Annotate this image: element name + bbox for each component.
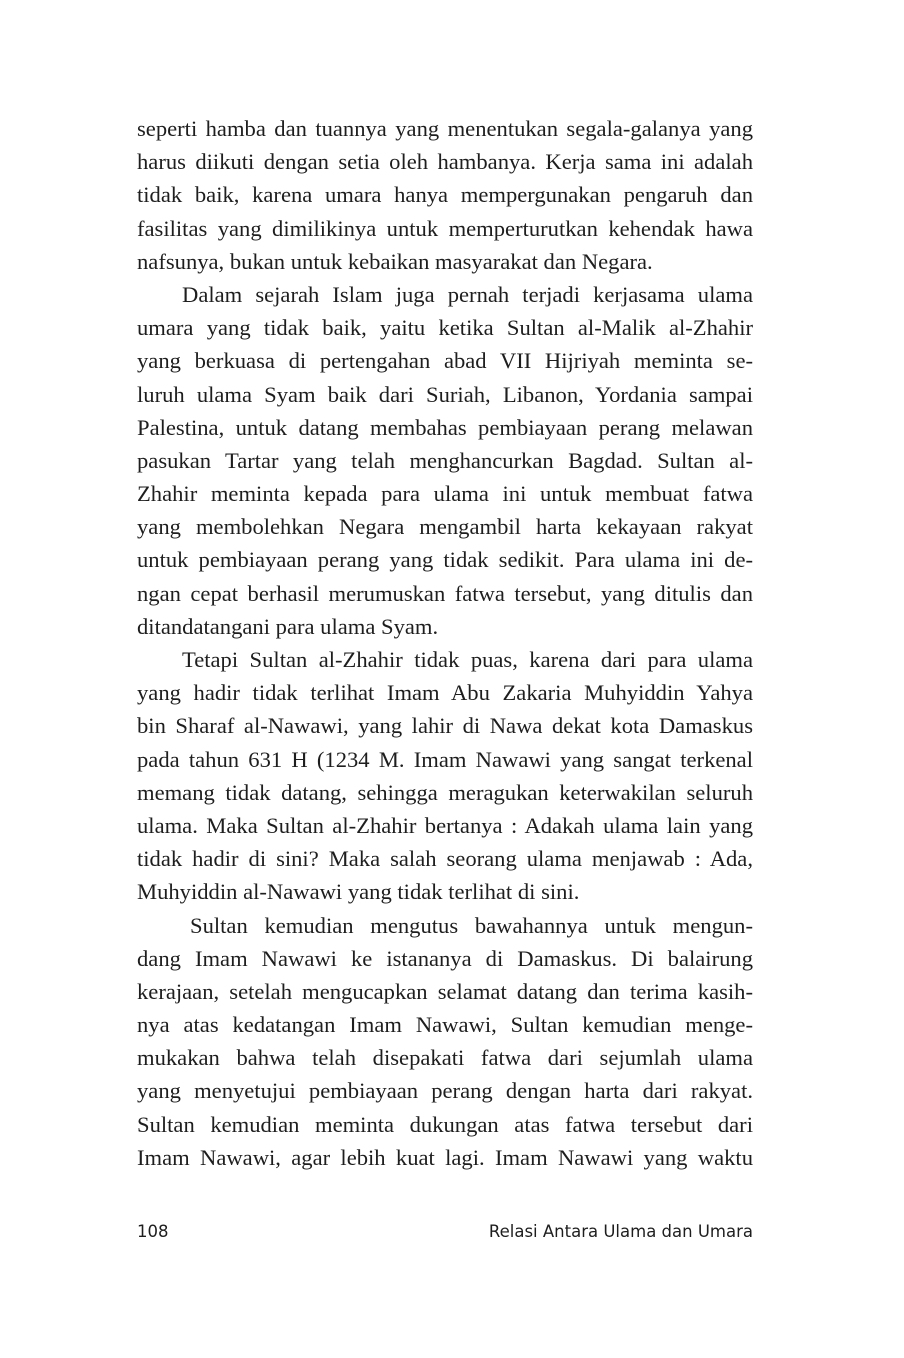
- text-line: harus diikuti dengan setia oleh hambanya. Kerja sama ini adalah: [137, 149, 753, 175]
- text-line: yang menyetujui pembiayaan perang dengan harta dari rakyat.: [137, 1078, 753, 1104]
- text-line: pada tahun 631 H (1234 M. Imam Nawawi yang sangat terkenal: [137, 746, 753, 772]
- text-line: Tetapi Sultan al-Zhahir tidak puas, karena dari para ulama: [182, 647, 753, 672]
- page-footer: [137, 1222, 753, 1246]
- text-line: Sultan kemudian mengutus bawahannya untuk mengun-: [190, 912, 753, 938]
- text-line: ngan cepat berhasil merumuskan fatwa tersebut, yang ditulis dan: [137, 580, 753, 606]
- text-line: memang tidak datang, sehingga meragukan keterwakilan seluruh: [137, 779, 753, 805]
- text-line: kerajaan, setelah mengucapkan selamat datang dan terima kasih-: [137, 978, 753, 1004]
- text-line: yang membolehkan Negara mengambil harta kekayaan rakyat: [137, 514, 753, 540]
- text-line: Zhahir meminta kepada para ulama ini untuk membuat fatwa: [137, 481, 753, 507]
- text-line: umara yang tidak baik, yaitu ketika Sultan al-Malik al-Zhahir: [137, 315, 753, 341]
- text-line: ditandatangani para ulama Syam.: [137, 613, 439, 639]
- text-line: Sultan kemudian meminta dukungan atas fatwa tersebut dari: [137, 1111, 753, 1137]
- running-title: Relasi Antara Ulama dan Umara: [488, 1222, 753, 1241]
- text-line: pasukan Tartar yang telah menghancurkan Bagdad. Sultan al-: [137, 447, 753, 473]
- text-line: dang Imam Nawawi ke istananya di Damaskus. Di balairung: [137, 945, 753, 971]
- text-line: yang hadir tidak terlihat Imam Abu Zakaria Muhyiddin Yahya: [137, 680, 753, 706]
- text-line: mukakan bahwa telah disepakati fatwa dari sejumlah ulama: [137, 1045, 753, 1071]
- text-line: untuk pembiayaan perang yang tidak sedikit. Para ulama ini de-: [137, 547, 753, 573]
- page-number: 108: [137, 1222, 169, 1241]
- text-line: bin Sharaf al-Nawawi, yang lahir di Nawa dekat kota Damaskus: [137, 713, 753, 739]
- text-line: tidak hadir di sini? Maka salah seorang ulama menjawab : Ada,: [137, 846, 753, 872]
- text-line: Muhyiddin al-Nawawi yang tidak terlihat di sini.: [137, 879, 580, 905]
- text-line: nafsunya, bukan untuk kebaikan masyarakat dan Negara.: [137, 248, 653, 274]
- text-line: nya atas kedatangan Imam Nawawi, Sultan kemudian menge-: [137, 1012, 753, 1038]
- text-line: luruh ulama Syam baik dari Suriah, Libanon, Yordania sampai: [137, 381, 753, 407]
- text-line: Imam Nawawi, agar lebih kuat lagi. Imam Nawawi yang waktu: [137, 1144, 753, 1170]
- text-line: Palestina, untuk datang membahas pembiayaan perang melawan: [137, 414, 753, 440]
- body-text: [137, 112, 753, 1174]
- text-line: tidak baik, karena umara hanya mempergunakan pengaruh dan: [137, 182, 753, 208]
- text-line: fasilitas yang dimilikinya untuk memperturutkan kehendak hawa: [137, 215, 753, 241]
- text-line: ulama. Maka Sultan al-Zhahir bertanya : Adakah ulama lain yang: [137, 812, 753, 838]
- text-line: yang berkuasa di pertengahan abad VII Hijriyah meminta se-: [137, 348, 753, 374]
- text-line: Dalam sejarah Islam juga pernah terjadi kerjasama ulama: [182, 281, 753, 307]
- text-line: seperti hamba dan tuannya yang menentukan segala-galanya yang: [137, 116, 753, 141]
